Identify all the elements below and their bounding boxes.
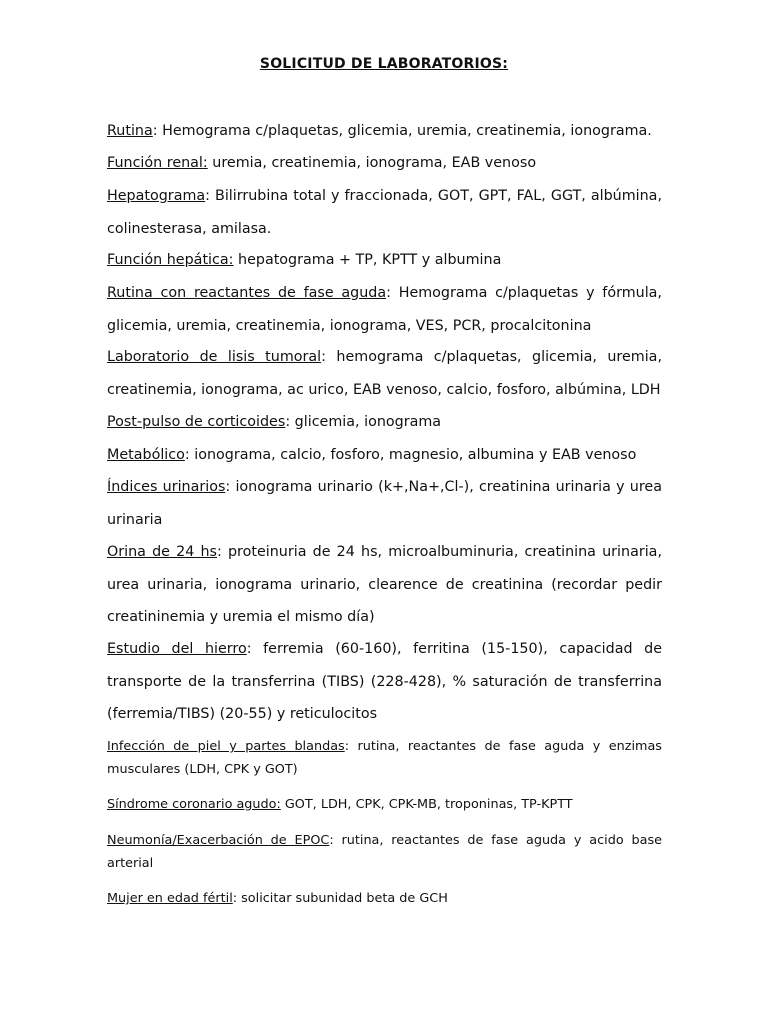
entry-term: Hepatograma <box>107 188 206 204</box>
entry-text: : solicitar subunidad beta de GCH <box>232 891 448 906</box>
entry-lisis-tumoral <box>107 341 662 406</box>
entry-funcion-renal <box>107 147 662 180</box>
entry-text: GOT, LDH, CPK, CPK-MB, troponinas, TP-KPTT <box>280 797 573 812</box>
entry-text: : Bilirrubina total y fraccionada, GOT, GPT, FAL, GGT, albúmina, colinesterasa, amilasa. <box>107 188 662 237</box>
entry-infeccion-piel <box>107 735 662 781</box>
entry-text: : rutina, reactantes de fase aguda y acido base arterial <box>107 833 663 871</box>
entry-text: : glicemia, ionograma <box>285 414 442 430</box>
entry-text: : rutina, reactantes de fase aguda y enzimas musculares (LDH, CPK y GOT) <box>107 739 662 777</box>
entry-neumonia-epoc <box>107 829 662 875</box>
entry-term: Rutina con reactantes de fase aguda <box>107 285 387 301</box>
entry-rutina-reactantes <box>107 277 662 342</box>
entry-term: Metabólico <box>107 447 185 463</box>
entry-term: Rutina <box>107 123 153 139</box>
entry-text: : Hemograma c/plaquetas, glicemia, uremia, creatinemia, ionograma. <box>152 123 652 139</box>
entry-rutina <box>107 115 662 148</box>
entry-term: Neumonía/Exacerbación de EPOC <box>107 833 330 848</box>
entry-term: Síndrome coronario agudo: <box>107 797 281 812</box>
entry-text: : proteinuria de 24 hs, microalbuminuria, creatinina urinaria, urea urinaria, ionograma urinario, clearence de creatinina (recordar pedir creatininemia y uremia el mismo día) <box>107 544 662 625</box>
entry-term: Laboratorio de lisis tumoral <box>107 349 322 365</box>
entry-hepatograma <box>107 180 662 245</box>
entry-term: Infección de piel y partes blandas <box>107 739 345 754</box>
entry-term: Índices urinarios <box>107 479 226 495</box>
entry-estudio-hierro <box>107 633 662 731</box>
entry-text: : ionograma, calcio, fosforo, magnesio, albumina y EAB venoso <box>184 447 637 463</box>
document-title: SOLICITUD DE LABORATORIOS: <box>259 56 509 72</box>
entry-funcion-hepatica <box>107 244 662 277</box>
entry-orina-24hs <box>107 536 662 634</box>
entry-text: : ferremia (60-160), ferritina (15-150), capacidad de transporte de la transferrina (TIBS) (228-428), % saturación de transferrina (ferremia/TIBS) (20-55) y reticulocitos <box>107 641 662 722</box>
entry-text: : ionograma urinario (k+,Na+,Cl-), creatinina urinaria y urea urinaria <box>107 479 662 528</box>
entry-term: Orina de 24 hs <box>107 544 217 560</box>
entry-text: : hemograma c/plaquetas, glicemia, uremia, creatinemia, ionograma, ac urico, EAB venoso, calcio, fosforo, albúmina, LDH <box>107 349 662 398</box>
entry-text: hepatograma + TP, KPTT y albumina <box>233 252 502 268</box>
entry-mujer-edad-fertil <box>107 887 662 910</box>
entry-metabolico <box>107 439 662 472</box>
entry-term: Post-pulso de corticoides <box>107 414 286 430</box>
entry-text: : Hemograma c/plaquetas y fórmula, glicemia, uremia, creatinemia, ionograma, VES, PCR, procalcitonina <box>107 285 662 334</box>
entry-term: Estudio del hierro <box>107 641 247 657</box>
entry-term: Mujer en edad fértil <box>107 891 233 906</box>
entry-indices-urinarios <box>107 471 662 536</box>
entry-sindrome-coronario <box>107 793 662 816</box>
entry-text: uremia, creatinemia, ionograma, EAB venoso <box>207 155 537 171</box>
entry-term: Función hepática: <box>107 252 234 268</box>
entry-post-pulso <box>107 406 662 439</box>
entry-term: Función renal: <box>107 155 208 171</box>
